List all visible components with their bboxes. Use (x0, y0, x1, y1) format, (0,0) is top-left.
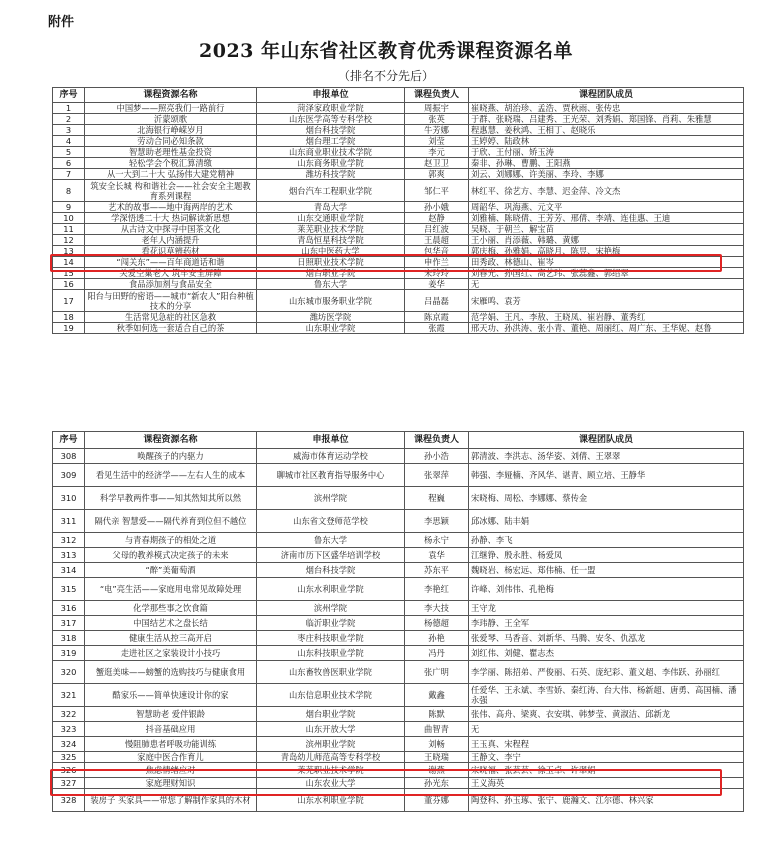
cell-no: 15 (53, 268, 85, 279)
col-header-lead: 课程负责人 (405, 432, 469, 449)
table-row (53, 202, 744, 213)
cell-lead: 李思颖 (405, 510, 469, 533)
cell-lead: 包华音 (405, 246, 469, 257)
table-row (53, 487, 744, 510)
cell-course-name: 焦虑情绪应对 (85, 763, 257, 778)
table-row (53, 180, 744, 202)
cell-unit: 威海市体育运动学校 (257, 449, 405, 464)
cell-no: 327 (53, 778, 85, 789)
cell-no: 326 (53, 763, 85, 778)
cell-unit: 聊城市社区教育指导服务中心 (257, 464, 405, 487)
attachment-label: 附件 (48, 15, 75, 30)
table-row (53, 268, 744, 279)
cell-team: 邢天功、孙洪涛、张小青、董艳、周丽红、周广东、王华妮、赵鲁 (469, 323, 744, 334)
col-header-team: 课程团队成员 (469, 88, 744, 103)
cell-unit: 烟台理工学院 (257, 136, 405, 147)
cell-course-name: 家庭中医合作育儿 (85, 752, 257, 763)
cell-course-name: “电”亮生活——家庭用电常见故障处理 (85, 578, 257, 601)
cell-no: 19 (53, 323, 85, 334)
table-header-row (53, 432, 744, 449)
table-row (53, 246, 744, 257)
cell-lead: 姜华 (405, 279, 469, 290)
document-subtitle: （排名不分先后） (337, 69, 434, 83)
cell-lead: 孙光东 (405, 778, 469, 789)
cell-no: 318 (53, 631, 85, 646)
cell-unit: 青岛恒星科技学院 (257, 235, 405, 246)
cell-unit: 山东省文登师范学校 (257, 510, 405, 533)
cell-no: 2 (53, 114, 85, 125)
cell-lead: 牛芳娜 (405, 125, 469, 136)
cell-unit: 菏泽家政职业学院 (257, 103, 405, 114)
cell-course-name: 抖音基础应用 (85, 722, 257, 737)
cell-course-name: 中国梦——照亮我们一路前行 (85, 103, 257, 114)
cell-unit: 枣庄科技职业学院 (257, 631, 405, 646)
table-row (53, 601, 744, 616)
table-row (53, 778, 744, 789)
cell-course-name: 从一大到二十大 弘扬伟大建党精神 (85, 169, 257, 180)
cell-unit: 烟台汽车工程职业学院 (257, 180, 405, 202)
table-row (53, 578, 744, 601)
cell-lead: 张广明 (405, 661, 469, 684)
cell-course-name: 酷家乐——简单快速设计你的家 (85, 684, 257, 707)
cell-course-name: “闯关东”——百年商道话和谐 (85, 257, 257, 268)
cell-no: 13 (53, 246, 85, 257)
cell-unit: 山东职业学院 (257, 323, 405, 334)
cell-no: 16 (53, 279, 85, 290)
table-body (53, 449, 744, 812)
cell-unit: 山东水利职业学院 (257, 578, 405, 601)
table-row (53, 114, 744, 125)
cell-lead: 袁华 (405, 548, 469, 563)
cell-team: 王义海英 (469, 778, 744, 789)
cell-unit: 青岛幼儿师范高等专科学校 (257, 752, 405, 763)
cell-lead: 程巍 (405, 487, 469, 510)
cell-unit: 鲁东大学 (257, 279, 405, 290)
table-row (53, 722, 744, 737)
cell-team: 宋晓福、张芸芸、徐玉卓、许翠娟 (469, 763, 744, 778)
cell-no: 321 (53, 684, 85, 707)
cell-unit: 滨州学院 (257, 601, 405, 616)
course-table-1 (52, 87, 744, 334)
cell-no: 3 (53, 125, 85, 136)
table-body (53, 103, 744, 334)
cell-team: 于欣、王付丽、矫玉涛 (469, 147, 744, 158)
cell-unit: 烟台科技学院 (257, 125, 405, 136)
cell-lead: 吕晶磊 (405, 290, 469, 312)
cell-course-name: 生活常见急症的社区急救 (85, 312, 257, 323)
cell-lead: 冯丹 (405, 646, 469, 661)
cell-lead: 吕红波 (405, 224, 469, 235)
cell-team: 王玉真、宋程程 (469, 737, 744, 752)
cell-lead: 赵静 (405, 213, 469, 224)
table-row (53, 737, 744, 752)
cell-unit: 山东畜牧兽医职业学院 (257, 661, 405, 684)
cell-no: 5 (53, 147, 85, 158)
cell-no: 18 (53, 312, 85, 323)
cell-course-name: 走进社区之家装设计小技巧 (85, 646, 257, 661)
table-row (53, 510, 744, 533)
cell-course-name: 劳动合同必知条款 (85, 136, 257, 147)
col-header-name: 课程资源名称 (85, 88, 257, 103)
cell-lead: 张霞 (405, 323, 469, 334)
cell-lead: 王晓瑞 (405, 752, 469, 763)
table-row (53, 136, 744, 147)
table-row (53, 533, 744, 548)
cell-unit: 青岛大学 (257, 202, 405, 213)
cell-team: 周韶华、巩海燕、元文平 (469, 202, 744, 213)
cell-lead: 戴鑫 (405, 684, 469, 707)
cell-lead: 董芬娜 (405, 789, 469, 812)
cell-course-name: 阳台与田野的密语——城市“新农人”阳台种植技术的分享 (85, 290, 257, 312)
table-row (53, 213, 744, 224)
cell-unit: 潍坊科技学院 (257, 169, 405, 180)
table-row (53, 616, 744, 631)
table-row (53, 312, 744, 323)
cell-no: 7 (53, 169, 85, 180)
table-row (53, 323, 744, 334)
cell-course-name: 学深悟透二十大 热词解读新思想 (85, 213, 257, 224)
cell-team: 刘红伟、刘健、瞿志杰 (469, 646, 744, 661)
cell-unit: 山东科技职业学院 (257, 646, 405, 661)
cell-course-name: 父母的教养模式决定孩子的未来 (85, 548, 257, 563)
cell-unit: 山东中医药大学 (257, 246, 405, 257)
cell-lead: 赵卫卫 (405, 158, 469, 169)
cell-course-name: 艺术的故事——地中海两岸的艺术 (85, 202, 257, 213)
cell-team: 于群、张晓瑞、吕建秀、王光荣、刘秀娟、郑国锋、肖莉、朱雅慧 (469, 114, 744, 125)
document-title: 2023 年山东省社区教育优秀课程资源名单 (199, 40, 573, 62)
cell-unit: 山东城市服务职业学院 (257, 290, 405, 312)
cell-unit: 山东信息职业技术学院 (257, 684, 405, 707)
cell-lead: 王晨超 (405, 235, 469, 246)
cell-lead: 孙小娥 (405, 202, 469, 213)
table-row (53, 290, 744, 312)
cell-unit: 烟台职业学院 (257, 268, 405, 279)
cell-lead: 周振宇 (405, 103, 469, 114)
cell-unit: 莱芜职业技术学院 (257, 224, 405, 235)
cell-lead: 宋玲玲 (405, 268, 469, 279)
cell-team: 邱冰娜、陆丰娟 (469, 510, 744, 533)
cell-team: 任爱华、王永斌、李雪娇、秦红涛、台大伟、杨新超、唐勇、高国楠、潘永强 (469, 684, 744, 707)
col-header-unit: 申报单位 (257, 432, 405, 449)
cell-lead: 刘畅 (405, 737, 469, 752)
cell-lead: 孙小浩 (405, 449, 469, 464)
table-header-row (53, 88, 744, 103)
course-table-2 (52, 431, 744, 812)
cell-no: 309 (53, 464, 85, 487)
table-row (53, 752, 744, 763)
col-header-name: 课程资源名称 (85, 432, 257, 449)
table-row (53, 464, 744, 487)
table-row (53, 224, 744, 235)
table-row (53, 147, 744, 158)
table-row (53, 158, 744, 169)
cell-course-name: 智慧助老 爱伴银龄 (85, 707, 257, 722)
table-row (53, 169, 744, 180)
cell-lead: 李大技 (405, 601, 469, 616)
cell-lead: 陈默 (405, 707, 469, 722)
table-row (53, 661, 744, 684)
cell-lead: 李元 (405, 147, 469, 158)
cell-no: 315 (53, 578, 85, 601)
cell-team: 王小丽、肖添薇、韩璐、黄娜 (469, 235, 744, 246)
cell-team: 陶登科、孙玉琢、张宁、鹿瀚文、江尔德、林兴家 (469, 789, 744, 812)
cell-team: 田秀政、林德山、崔岑 (469, 257, 744, 268)
cell-team: 许峰、刘伟伟、孔艳梅 (469, 578, 744, 601)
table-row (53, 279, 744, 290)
cell-team: 崔晓燕、胡治珍、孟浩、贾秋雨、张传忠 (469, 103, 744, 114)
cell-no: 316 (53, 601, 85, 616)
table-row (53, 646, 744, 661)
cell-team: 韩强、李娅楠、齐风华、谌青、顾立培、王静华 (469, 464, 744, 487)
cell-unit: 临沂职业学院 (257, 616, 405, 631)
table-row (53, 103, 744, 114)
cell-team: 无 (469, 722, 744, 737)
cell-unit: 潍坊医学院 (257, 312, 405, 323)
cell-lead: 杨永宁 (405, 533, 469, 548)
cell-unit: 滨州职业学院 (257, 737, 405, 752)
col-header-no: 序号 (53, 88, 85, 103)
cell-team: 王守龙 (469, 601, 744, 616)
cell-team: 刘春光、孙国红、高艺玮、张蕊鑫、郭绍翠 (469, 268, 744, 279)
col-header-lead: 课程负责人 (405, 88, 469, 103)
cell-lead: 杨德超 (405, 616, 469, 631)
cell-course-name: 食品添加剂与食品安全 (85, 279, 257, 290)
cell-team: 王静文、李宁 (469, 752, 744, 763)
cell-course-name: 关爱空巢老人 筑牢安全屏障 (85, 268, 257, 279)
cell-no: 317 (53, 616, 85, 631)
table-row (53, 449, 744, 464)
cell-course-name: 智慧助老理性基金投资 (85, 147, 257, 158)
cell-course-name: 轻松学会个税汇算清缴 (85, 158, 257, 169)
cell-lead: 曲智青 (405, 722, 469, 737)
cell-team: 王婷婷、陆政林 (469, 136, 744, 147)
cell-no: 11 (53, 224, 85, 235)
cell-unit: 山东开放大学 (257, 722, 405, 737)
cell-team: 宋晓梅、周松、李娜娜、蔡传金 (469, 487, 744, 510)
cell-course-name: 唤醒孩子的内驱力 (85, 449, 257, 464)
cell-lead: 张翠萍 (405, 464, 469, 487)
cell-team: 宋雁鸣、袁芳 (469, 290, 744, 312)
cell-team: 范学娟、王凡、李敖、王晓凤、崔岩静、董秀红 (469, 312, 744, 323)
cell-no: 328 (53, 789, 85, 812)
cell-course-name: 隔代亲 智慧爱——隔代养育到位但不越位 (85, 510, 257, 533)
cell-course-name: 化学那些事之饮食篇 (85, 601, 257, 616)
table-row (53, 125, 744, 136)
cell-no: 312 (53, 533, 85, 548)
table-row (53, 763, 744, 778)
cell-no: 320 (53, 661, 85, 684)
table-row (53, 684, 744, 707)
table-row (53, 563, 744, 578)
cell-no: 311 (53, 510, 85, 533)
cell-unit: 山东医学高等专科学校 (257, 114, 405, 125)
cell-team: 魏晓岩、杨宏远、郑伟楠、任一盟 (469, 563, 744, 578)
col-header-no: 序号 (53, 432, 85, 449)
cell-team: 刘雅楠、陈晓倩、王芳芳、邢倩、李靖、连佳惠、王迪 (469, 213, 744, 224)
cell-team: 程惠慧、姜秋鸿、王相丁、赵晓乐 (469, 125, 744, 136)
cell-no: 8 (53, 180, 85, 202)
cell-course-name: 中国结艺术之盘长结 (85, 616, 257, 631)
cell-lead: 郭爽 (405, 169, 469, 180)
cell-unit: 山东水利职业学院 (257, 789, 405, 812)
cell-course-name: 沂蒙颂歌 (85, 114, 257, 125)
cell-no: 1 (53, 103, 85, 114)
cell-lead: 刘莹 (405, 136, 469, 147)
cell-course-name: 北海银行峥嵘岁月 (85, 125, 257, 136)
cell-unit: 山东农业大学 (257, 778, 405, 789)
cell-lead: 申作兰 (405, 257, 469, 268)
cell-no: 12 (53, 235, 85, 246)
cell-team: 孙静、李飞 (469, 533, 744, 548)
cell-no: 323 (53, 722, 85, 737)
table-row (53, 707, 744, 722)
cell-course-name: 与青春期孩子的相处之道 (85, 533, 257, 548)
cell-course-name: “醉”美葡萄酒 (85, 563, 257, 578)
cell-no: 325 (53, 752, 85, 763)
col-header-team: 课程团队成员 (469, 432, 744, 449)
table-row (53, 789, 744, 812)
cell-unit: 莱芜职业技术学院 (257, 763, 405, 778)
cell-course-name: 看花识草辨药材 (85, 246, 257, 257)
cell-team: 无 (469, 279, 744, 290)
cell-course-name: 秋季如何选一套适合自己的茶 (85, 323, 257, 334)
cell-team: 李学丽、陈招弟、严俊丽、石英、庞纪彩、董义超、李伟跃、孙丽红 (469, 661, 744, 684)
cell-no: 314 (53, 563, 85, 578)
cell-no: 313 (53, 548, 85, 563)
cell-team: 吴晓、于朝兰、解宝苗 (469, 224, 744, 235)
cell-course-name: 装房子 买家具——带您了解制作家具的木材 (85, 789, 257, 812)
cell-course-name: 老年人内涵提升 (85, 235, 257, 246)
cell-unit: 滨州学院 (257, 487, 405, 510)
col-header-unit: 申报单位 (257, 88, 405, 103)
table-row (53, 631, 744, 646)
cell-team: 张爱琴、马香音、刘新华、马腾、安冬、仇泓龙 (469, 631, 744, 646)
cell-course-name: 看见生活中的经济学——左右人生的成本 (85, 464, 257, 487)
cell-unit: 山东交通职业学院 (257, 213, 405, 224)
cell-team: 秦非、孙琳、曹鹏、王阳燕 (469, 158, 744, 169)
cell-no: 4 (53, 136, 85, 147)
cell-team: 林红平、徐艺方、李慧、迟金萍、冷文杰 (469, 180, 744, 202)
cell-lead: 李艳红 (405, 578, 469, 601)
cell-team: 李玮静、王全军 (469, 616, 744, 631)
cell-lead: 张英 (405, 114, 469, 125)
cell-course-name: 从古诗文中探寻中国茶文化 (85, 224, 257, 235)
cell-unit: 烟台科技学院 (257, 563, 405, 578)
cell-course-name: 家庭理财知识 (85, 778, 257, 789)
table-row (53, 257, 744, 268)
cell-no: 322 (53, 707, 85, 722)
cell-course-name: 科学早教两件事——知其然知其所以然 (85, 487, 257, 510)
cell-no: 324 (53, 737, 85, 752)
cell-course-name: 蟹逛美味——螃蟹的选购技巧与健康食用 (85, 661, 257, 684)
cell-unit: 鲁东大学 (257, 533, 405, 548)
cell-lead: 孙艳 (405, 631, 469, 646)
cell-lead: 苏东平 (405, 563, 469, 578)
cell-course-name: 健康生活从控三高开启 (85, 631, 257, 646)
cell-unit: 济南市历下区盛华培训学校 (257, 548, 405, 563)
cell-no: 308 (53, 449, 85, 464)
cell-unit: 日照职业技术学院 (257, 257, 405, 268)
table-row (53, 235, 744, 246)
cell-lead: 陈京霞 (405, 312, 469, 323)
cell-course-name: 慢阻肺患者呼吸功能训练 (85, 737, 257, 752)
cell-no: 6 (53, 158, 85, 169)
cell-unit: 烟台职业学院 (257, 707, 405, 722)
cell-team: 刘云、刘娜娜、许美丽、李玲、李娜 (469, 169, 744, 180)
cell-team: 郭清波、李洪志、汤华姿、刘倩、王翠翠 (469, 449, 744, 464)
cell-team: 郭庆梅、孙雅娟、高晓月、陈昱、宋艳梅 (469, 246, 744, 257)
cell-unit: 山东商务职业学院 (257, 158, 405, 169)
cell-lead: 邹仁平 (405, 180, 469, 202)
cell-unit: 山东商业职业技术学院 (257, 147, 405, 158)
cell-no: 9 (53, 202, 85, 213)
cell-no: 17 (53, 290, 85, 312)
cell-course-name: 筑安全长城 构和谐社会——社会安全主题教育系列课程 (85, 180, 257, 202)
cell-no: 319 (53, 646, 85, 661)
cell-lead: 谢燕 (405, 763, 469, 778)
cell-no: 10 (53, 213, 85, 224)
cell-no: 14 (53, 257, 85, 268)
cell-no: 310 (53, 487, 85, 510)
cell-team: 张伟、高舟、梁爽、衣安琪、韩梦莹、黄淑洁、邱新龙 (469, 707, 744, 722)
table-row (53, 548, 744, 563)
cell-team: 江继铮、殷永胜、杨爱凤 (469, 548, 744, 563)
